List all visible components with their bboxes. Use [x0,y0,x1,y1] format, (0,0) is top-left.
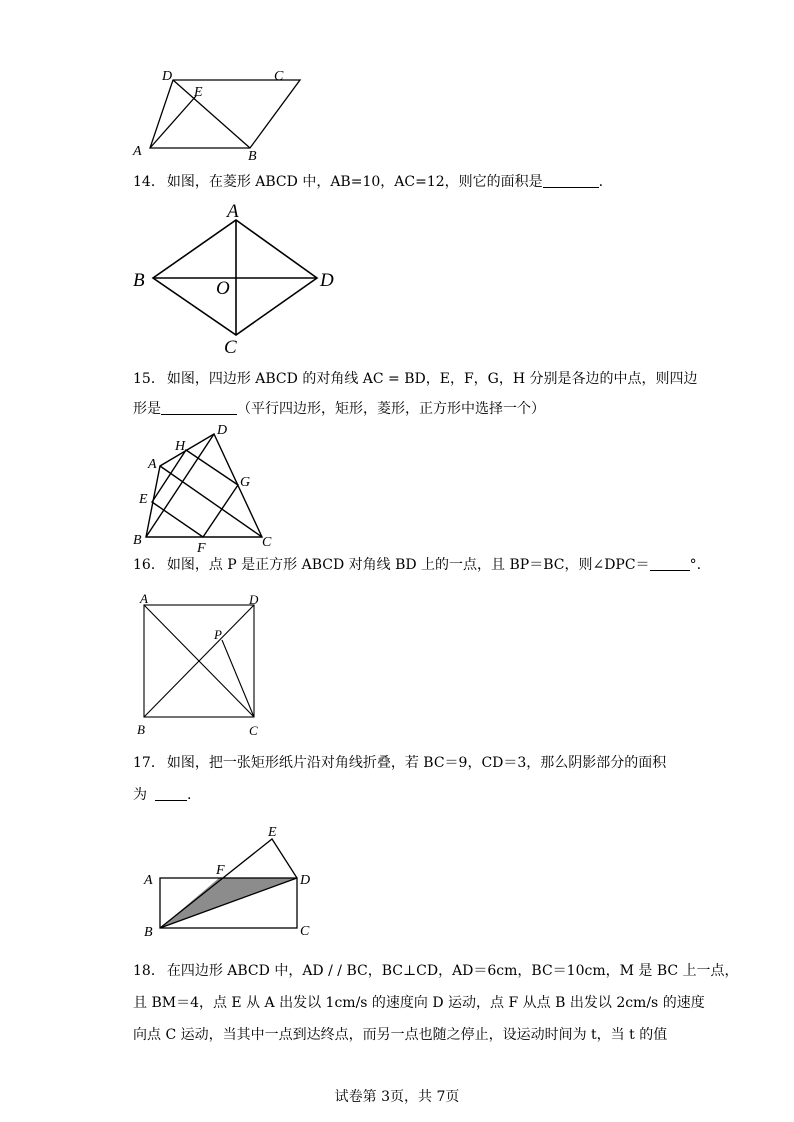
answer-blank[interactable] [161,398,237,415]
question-18 [133,956,739,986]
label-d: D [249,592,259,607]
label-c: C [262,535,272,550]
answer-blank[interactable] [650,554,690,571]
label-f: F [197,541,206,556]
label-d: D [320,270,334,291]
question-number: 18． [133,963,165,979]
label-a: A [148,457,157,472]
label-a: A [144,873,153,888]
question-17 [133,748,693,778]
label-h: H [175,439,186,454]
page-footer: 试卷第 3页，共 7页 [334,1089,460,1105]
label-p: P [214,627,222,642]
figure-folded-rectangle [130,818,330,943]
question-end: . [187,787,192,803]
question-text-line1: 如图，四边形 ABCD 的对角线 AC = BD，E，F，G，H 分别是各边的中点，则四边 [166,371,698,387]
question-text-line1: 如图，把一张矩形纸片沿对角线折叠，若 BC＝9，CD＝3，那么阴影部分的面积 [166,755,667,771]
label-c: C [300,924,310,939]
figure-square [130,588,280,738]
figure-parallelogram [130,60,310,170]
question-number: 15． [133,371,165,387]
label-c: C [224,337,237,358]
answer-blank[interactable] [543,171,599,188]
question-14 [133,167,693,197]
question-text: 如图，在菱形 ABCD 中，AB=10，AC=12，则它的面积是 [166,174,543,190]
question-end: . [598,174,604,190]
label-b: B [133,270,145,291]
question-18-line2: 且 BM＝4，点 E 从 A 出发以 1cm/s 的速度向 D 运动，点 F 从点 B 出发以 2cm/s 的速度 [133,995,705,1011]
question-number: 14． [133,174,165,190]
question-text-prefix: 为 [133,787,147,803]
label-b: B [137,722,145,737]
label-a: A [227,201,239,222]
question-number: 17． [133,755,165,771]
question-end: °. [689,557,702,573]
label-a: A [140,591,148,606]
label-o: O [216,278,230,299]
label-g: G [240,475,251,490]
label-a: A [133,144,142,159]
label-c: C [249,723,258,738]
label-b: B [248,149,257,164]
question-18-line3: 向点 C 运动，当其中一点到达终点，而另一点也随之停止，设运动时间为 t，当 t 的值 [133,1027,668,1043]
figure-rhombus [130,198,350,358]
label-c: C [274,69,284,84]
label-d: D [162,69,173,84]
label-b: B [133,533,142,548]
label-d: D [217,423,228,438]
question-text-suffix: （平行四边形，矩形，菱形，正方形中选择一个） [237,401,545,417]
question-number: 16． [133,557,165,573]
question-17-line2 [133,780,693,810]
question-16 [133,550,702,580]
label-e: E [139,492,148,507]
question-text: 如图，点 P 是正方形 ABCD 对角线 BD 上的一点，且 BP＝BC，则∠DPC＝ [166,557,650,573]
label-e: E [194,85,203,100]
label-e: E [268,825,277,840]
figure-quadrilateral-midpoints [130,420,290,555]
question-text-prefix: 形是 [133,401,161,417]
answer-blank[interactable] [155,784,187,801]
label-d: D [300,873,311,888]
question-text-line1: 在四边形 ABCD 中，AD / / BC，BC⊥CD，AD＝6cm，BC＝10cm，M 是 BC 上一点， [166,963,739,979]
label-f: F [216,863,225,878]
question-15 [133,364,698,394]
label-b: B [144,925,153,940]
